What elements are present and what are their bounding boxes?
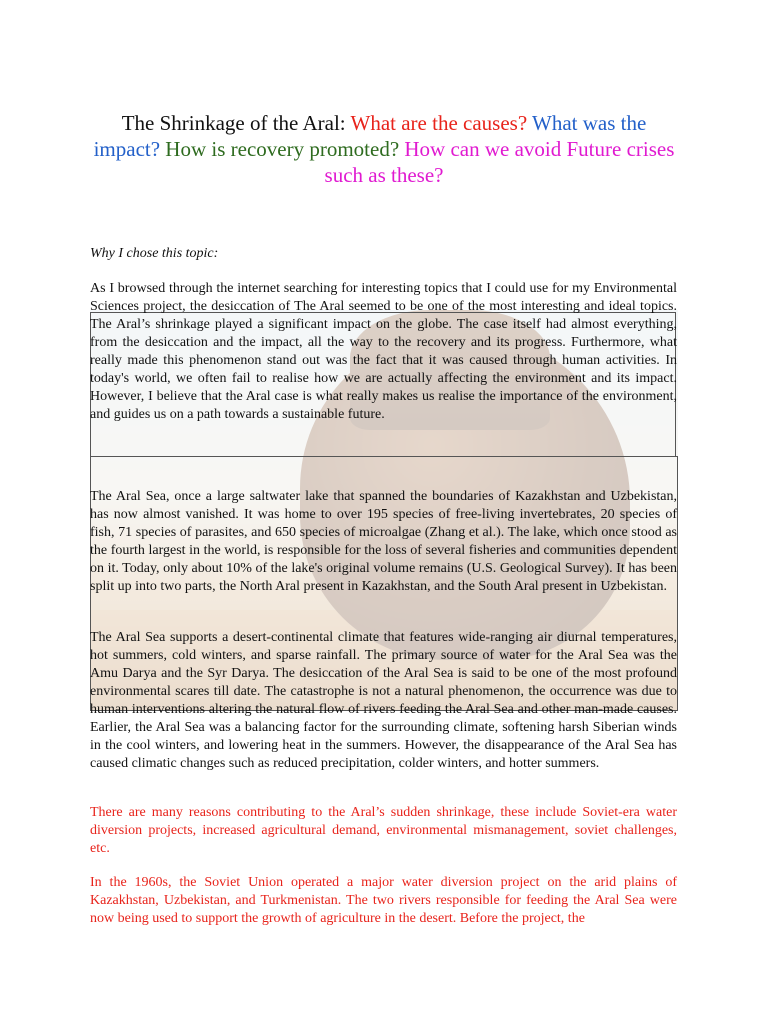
- paragraph-reasons: There are many reasons contributing to the Aral’s sudden shrinkage, these include Soviet-era water diversion projects, increased agricultural demand, environmental mismanagement, soviet challenges, etc.: [90, 805, 677, 856]
- paragraph-aral-sea: The Aral Sea, once a large saltwater lake that spanned the boundaries of Kazakhstan and Uzbekistan, has now almost vanished. It was home to over 195 species of free-living invertebrates, 20 species of fish, 71 species of parasites, and 650 species of microalgae (Zhang et al.). The lake, which once stood as the fourth largest in the world, is responsible for the loss of several fisheries and communities dependent on it. Today, only about 10% of the lake's original volume remains (U.S. Geological Survey). It has been split up into two parts, the North Aral present in Kazakhstan, and the South Aral present in Uzbekistan.: [90, 489, 677, 594]
- why-heading: Why I chose this topic:: [90, 246, 219, 261]
- paragraph-why: As I browsed through the internet searching for interesting topics that I could use for my Environmental Sciences project, the desiccation of The Aral seemed to be one of the most interesting and ideal topics. The Aral’s shrinkage played a significant impact on the globe. The case itself had almost everything, from the desiccation and the impact, all the way to the recovery and its progress. Furthermore, what really made this phenomenon stand out was the fact that it was caused through human activities. In today's world, we often fail to realise how we are actually affecting the environment and its impact. However, I believe that the Aral case is what really makes us realise the importance of the environment, and guides us on a path towards a sustainable future.: [90, 281, 677, 422]
- paragraph-soviet-project: In the 1960s, the Soviet Union operated a major water diversion project on the arid plains of Kazakhstan, Uzbekistan, and Turkmenistan. The two rivers responsible for feeding the Aral Sea were now being used to support the growth of agriculture in the desert. Before the project, the: [90, 875, 677, 926]
- title-part-future: How can we avoid Future crises such as these?: [324, 137, 675, 187]
- document-title: [90, 110, 678, 188]
- title-part-impact: What was the impact?: [93, 111, 647, 161]
- paragraph-climate: The Aral Sea supports a desert-continental climate that features wide-ranging air diurnal temperatures, hot summers, cold winters, and sparse rainfall. The primary source of water for the Aral Sea was the Amu Darya and the Syr Darya. The desiccation of the Aral Sea is said to be one of the most profound environmental scares till date. The catastrophe is not a natural phenomenon, the occurrence was due to human interventions altering the natural flow of rivers feeding the Aral Sea and other man-made causes. Earlier, the Aral Sea was a balancing factor for the surrounding climate, softening harsh Siberian winds in the cool winters, and lowering heat in the summers. However, the disappearance of the Aral Sea has caused climatic changes such as reduced precipitation, colder winters, and hotter summers.: [90, 630, 677, 771]
- title-part-recovery: How is recovery promoted?: [165, 137, 405, 161]
- title-part-causes: What are the causes?: [350, 111, 533, 135]
- title-part-main: The Shrinkage of the Aral:: [121, 111, 351, 135]
